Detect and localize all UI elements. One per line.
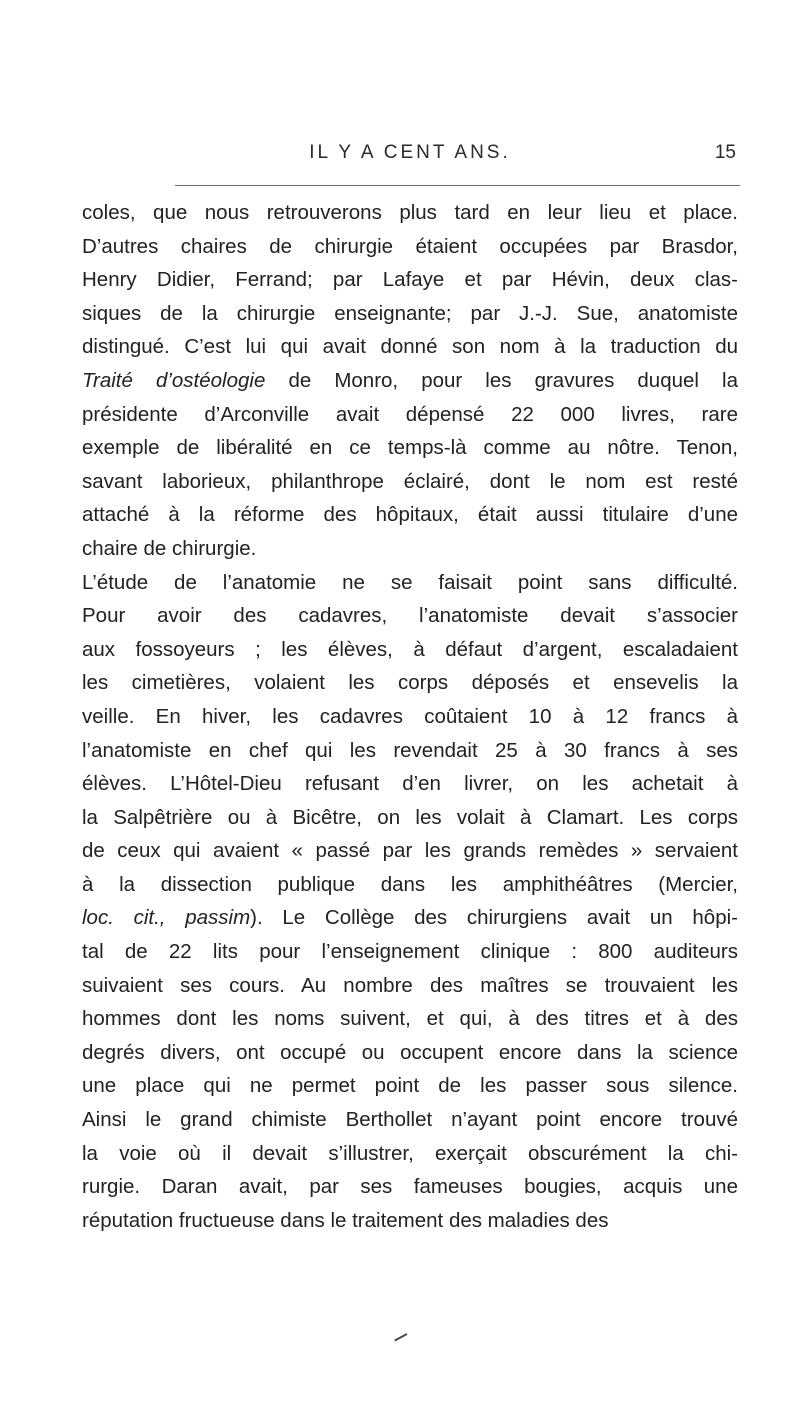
line-text: ). Le Collège des chirurgiens avait un hôpi- — [250, 906, 738, 930]
text-line: de ceux qui avaient « passé par les grands remèdes » servaient — [82, 839, 738, 863]
text-line: coles, que nous retrouverons plus tard en leur lieu et place. — [82, 201, 738, 224]
text-line: la Salpêtrière ou à Bicêtre, on les volait à Clamart. Les corps — [82, 805, 738, 829]
text-line: réputation fructueuse dans le traitement des maladies des — [82, 1208, 609, 1232]
text-line: veille. En hiver, les cadavres coûtaient 10 à 12 francs à — [82, 704, 738, 728]
text-line: exemple de libéralité en ce temps-là comme au nôtre. Tenon, — [82, 436, 738, 460]
text-line: savant laborieux, philanthrope éclairé, dont le nom est resté — [82, 469, 738, 493]
text-line: l’anatomiste en chef qui les revendait 25 à 30 francs à ses — [82, 738, 738, 762]
ink-mark — [394, 1333, 410, 1346]
text-line: élèves. L’Hôtel-Dieu refusant d’en livrer, on les achetait à — [82, 772, 738, 796]
page-number: 15 — [714, 142, 736, 163]
text-line: degrés divers, ont occupé ou occupent encore dans la science — [82, 1040, 738, 1064]
header-rule — [175, 185, 740, 186]
text-line: présidente d’Arconville avait dépensé 22 000 livres, rare — [82, 402, 738, 426]
text-line: Ainsi le grand chimiste Berthollet n’ayant point encore trouvé — [82, 1108, 738, 1132]
text-line: la voie où il devait s’illustrer, exerçait obscurément la chi- — [82, 1141, 738, 1165]
text-line: tal de 22 lits pour l’enseignement clinique : 800 auditeurs — [82, 940, 738, 964]
text-line: D’autres chaires de chirurgie étaient occupées par Brasdor, — [82, 234, 738, 258]
line-text: de Monro, pour les gravures duquel la — [265, 368, 738, 392]
text-line: à la dissection publique dans les amphithéâtres (Mercier, — [82, 872, 738, 896]
text-line: attaché à la réforme des hôpitaux, était aussi titulaire d’une — [82, 503, 738, 527]
text-line — [82, 901, 738, 935]
text-line: suivaient ses cours. Au nombre des maîtres se trouvaient les — [82, 973, 738, 997]
italic-text: Traité d’ostéologie — [82, 368, 266, 392]
text-line: chaire de chirurgie. — [82, 536, 257, 560]
text-line: siques de la chirurgie enseignante; par J.-J. Sue, anatomiste — [82, 301, 738, 325]
text-line: rurgie. Daran avait, par ses fameuses bougies, acquis une — [82, 1175, 738, 1199]
text-line: hommes dont les noms suivent, et qui, à des titres et à des — [82, 1007, 738, 1031]
text-line: Henry Didier, Ferrand; par Lafaye et par Hévin, deux clas- — [82, 268, 738, 292]
text-line: une place qui ne permet point de les passer sous silence. — [82, 1074, 738, 1098]
body-text — [82, 196, 738, 1237]
text-line: aux fossoyeurs ; les élèves, à défaut d’argent, escaladaient — [82, 637, 738, 661]
running-head — [82, 142, 738, 172]
text-line: L’étude de l’anatomie ne se faisait point sans difficulté. — [82, 570, 738, 594]
text-line: Pour avoir des cadavres, l’anatomiste devait s’associer — [82, 604, 738, 628]
running-title: IL Y A CENT ANS. — [309, 142, 511, 163]
text-line — [82, 364, 738, 398]
text-line: distingué. C’est lui qui avait donné son nom à la traduction du — [82, 335, 738, 359]
text-line: les cimetières, volaient les corps déposés et ensevelis la — [82, 671, 738, 695]
italic-text: loc. cit., passim — [82, 906, 251, 930]
